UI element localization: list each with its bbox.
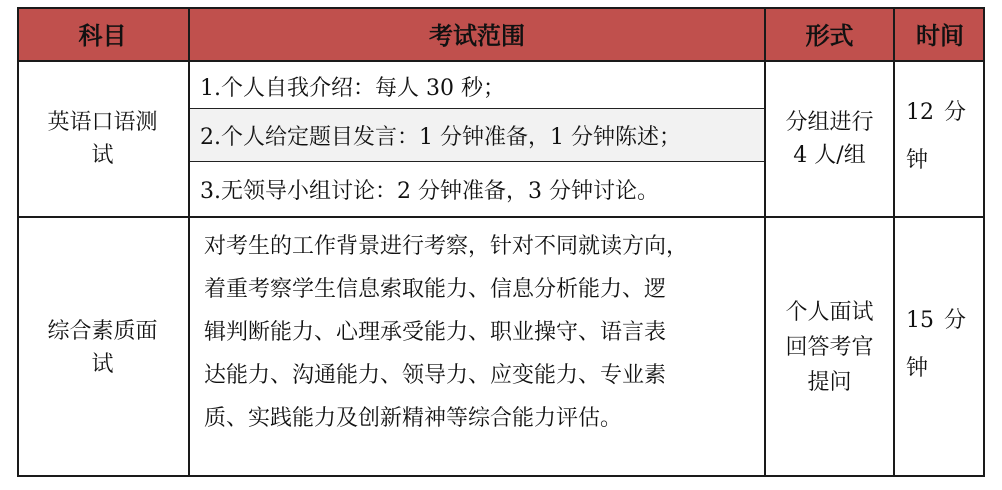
border-col-3	[893, 7, 895, 477]
divider-item-2	[190, 161, 764, 162]
time-15-min: 15 分 钟	[906, 308, 966, 381]
format-group: 分组进行 4 人/组	[785, 110, 874, 168]
header-format: 形式	[766, 7, 893, 60]
border-left	[17, 7, 19, 477]
divider-item-1	[190, 108, 764, 109]
time-12-min: 12 分 钟	[906, 100, 966, 173]
header-subject: 科目	[17, 7, 188, 60]
border-top	[17, 7, 985, 9]
border-bottom	[17, 475, 985, 477]
border-row-1-bottom	[17, 216, 985, 218]
exam-table	[17, 7, 985, 477]
scope-item-2: 2.个人给定题目发言：1 分钟准备，1 分钟陈述；	[200, 125, 681, 150]
subject-oral-english: 英语口语测 试	[47, 110, 158, 168]
border-right	[983, 7, 985, 477]
border-col-2	[764, 7, 766, 477]
subject-comprehensive-interview: 综合素质面 试	[47, 318, 158, 377]
scope-item-3: 3.无领导小组讨论：2 分钟准备，3 分钟讨论。	[200, 179, 659, 204]
scope-paragraph: 对考生的工作背景进行考察，针对不同就读方向， 着重考察学生信息索取能力、信息分析能力、逻 辑判断能力、心理承受能力、职业操守、语言表 达能力、沟通能力、领导力、应变能力、专业素 质、实践能力及创新精神等综合能力评估。	[204, 234, 689, 431]
header-time: 时间	[895, 7, 985, 60]
header-scope: 考试范围	[190, 7, 764, 60]
format-individual: 个人面试 回答考官 提问	[785, 299, 874, 396]
scope-item-1: 1.个人自我介绍：每人 30 秒；	[200, 75, 505, 101]
border-col-1	[188, 7, 190, 477]
border-header-bottom	[17, 60, 985, 62]
